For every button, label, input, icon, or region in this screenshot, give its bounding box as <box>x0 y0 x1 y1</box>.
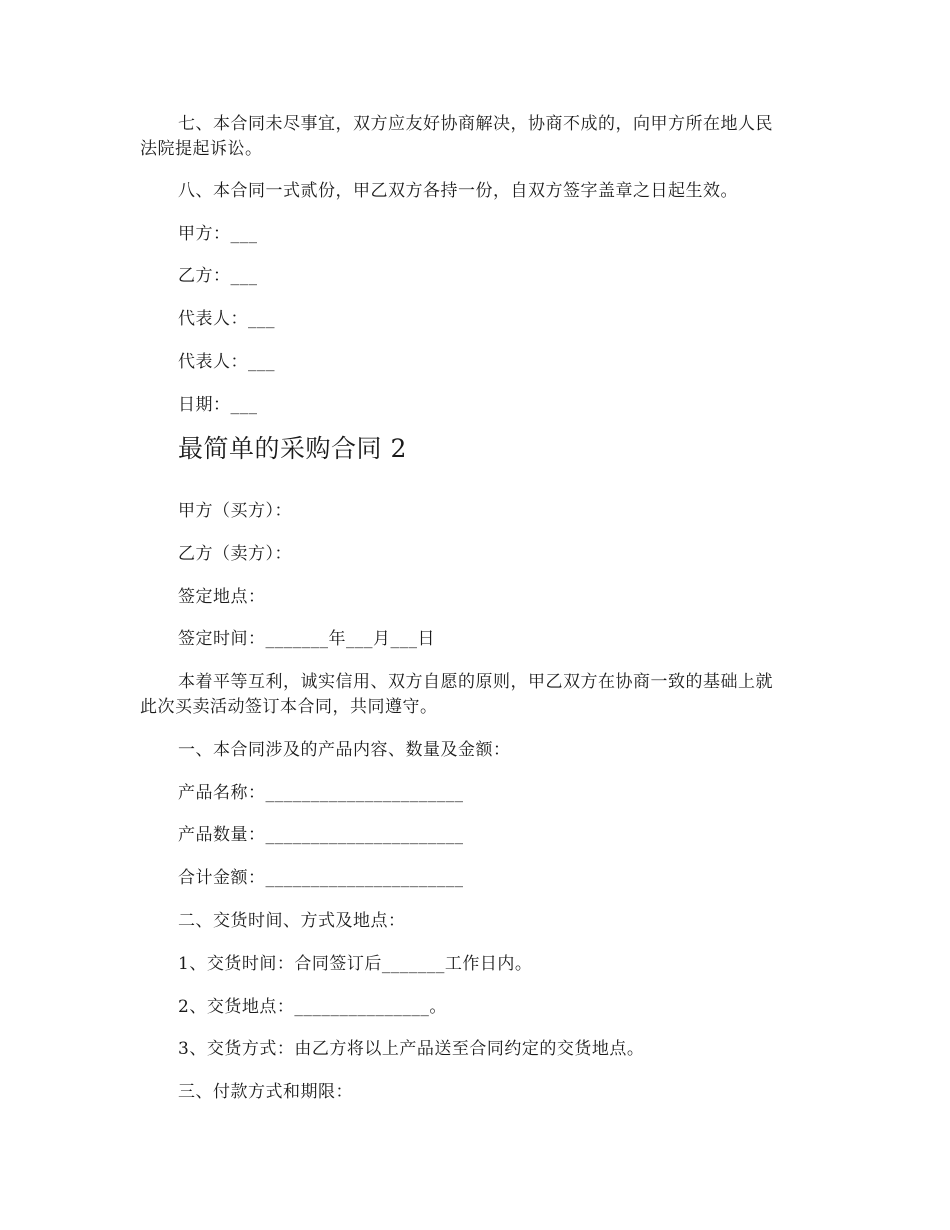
signature-date: 日期：___ <box>178 395 258 415</box>
section-3-heading: 三、付款方式和期限： <box>178 1082 353 1102</box>
clause-7-line-1: 七、本合同未尽事宜，双方应友好协商解决，协商不成的，向甲方所在地人民 <box>178 114 773 134</box>
signature-party-b: 乙方：___ <box>178 266 258 286</box>
delivery-place-line: 2、交货地点：_______________。 <box>178 997 447 1017</box>
intro-line-2: 此次买卖活动签订本合同，共同遵守。 <box>140 697 438 717</box>
total-amount-line: 合计金额：______________________ <box>178 868 464 888</box>
delivery-method-line: 3、交货方式：由乙方将以上产品送至合同约定的交货地点。 <box>178 1039 645 1059</box>
signing-time: 签定时间：_______年___月___日 <box>178 629 435 649</box>
seller-line: 乙方（卖方）： <box>178 544 292 564</box>
delivery-time-line: 1、交货时间：合同签订后_______工作日内。 <box>178 954 533 974</box>
signature-party-a: 甲方：___ <box>178 224 258 244</box>
signing-place: 签定地点： <box>178 587 266 607</box>
product-quantity-line: 产品数量：______________________ <box>178 825 464 845</box>
signature-representative-a: 代表人：___ <box>178 309 275 329</box>
buyer-line: 甲方（买方）： <box>178 501 292 521</box>
section-2-heading: 二、交货时间、方式及地点： <box>178 911 406 931</box>
section-1-heading: 一、本合同涉及的产品内容、数量及金额： <box>178 740 511 760</box>
signature-representative-b: 代表人：___ <box>178 352 275 372</box>
contract-2-title: 最简单的采购合同 2 <box>178 434 407 463</box>
intro-line-1: 本着平等互利，诚实信用、双方自愿的原则，甲乙双方在协商一致的基础上就 <box>178 672 773 692</box>
clause-8: 八、本合同一式贰份，甲乙双方各持一份，自双方签字盖章之日起生效。 <box>178 181 738 201</box>
product-name-line: 产品名称：______________________ <box>178 783 464 803</box>
clause-7-line-2: 法院提起诉讼。 <box>140 139 263 159</box>
